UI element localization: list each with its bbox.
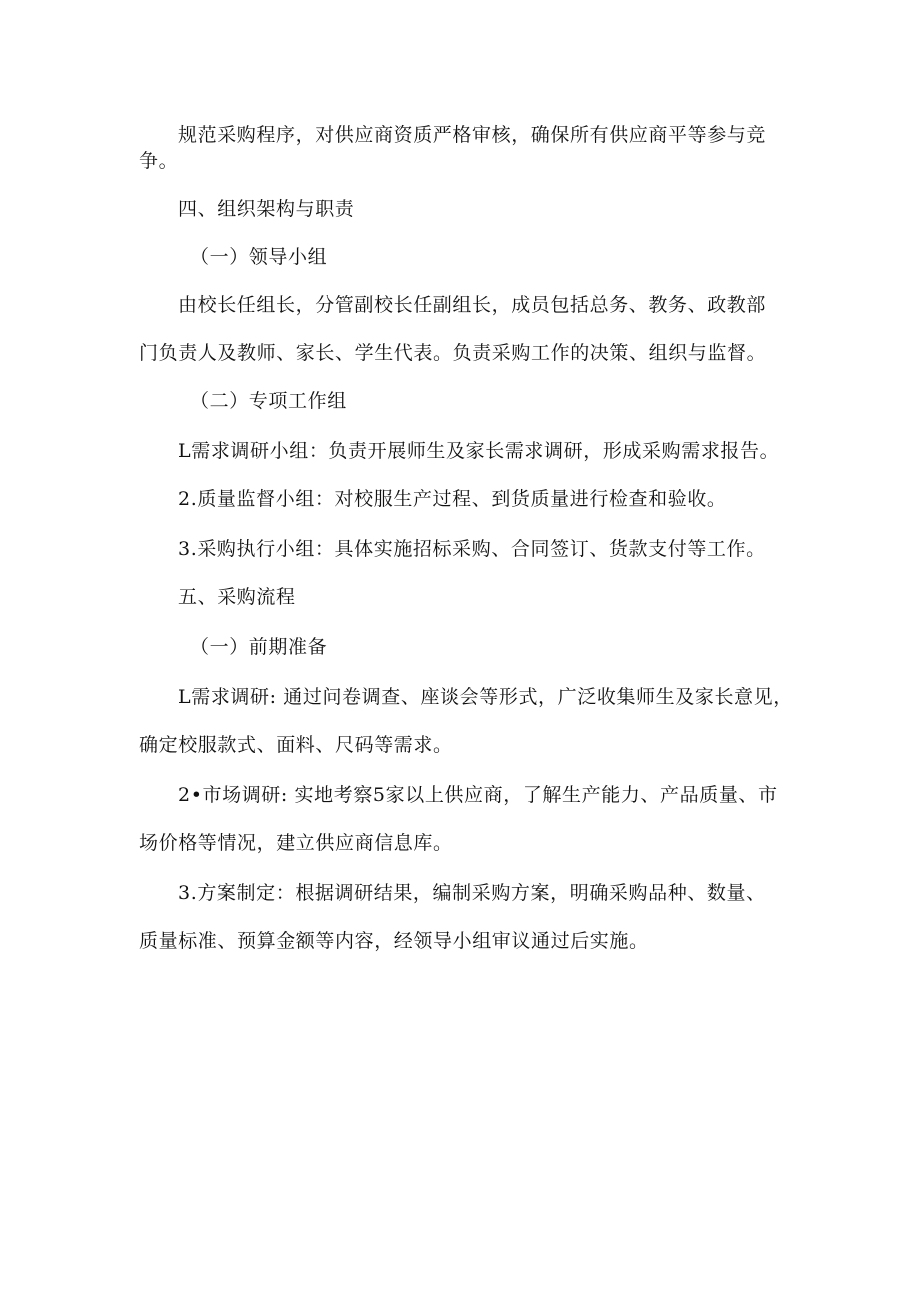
- paragraph-line: [0, 732, 920, 758]
- section-heading: [0, 196, 920, 222]
- line-text: 场价格等情况，建立供应商信息库。: [139, 832, 453, 854]
- line-text: 确定校服款式、面料、尺码等需求。: [139, 734, 453, 756]
- section-heading: [0, 584, 920, 610]
- subsection-heading: [0, 388, 920, 414]
- line-text: 3.采购执行小组：具体实施招标采购、合同签订、货款支付等工作。: [178, 538, 766, 560]
- line-text: 质量标准、预算金额等内容，经领导小组审议通过后实施。: [139, 930, 649, 952]
- line-text: （一）领导小组: [190, 246, 328, 268]
- paragraph-line: [0, 928, 920, 954]
- line-text: 五、采购流程: [178, 586, 296, 608]
- list-item: [0, 438, 920, 464]
- line-text: 2.质量监督小组：对校服生产过程、到货质量进行检查和验收。: [178, 488, 727, 510]
- subsection-heading: [0, 634, 920, 660]
- paragraph-line: [0, 292, 920, 318]
- list-item: [0, 486, 920, 512]
- paragraph-line: [0, 340, 920, 366]
- line-text: L需求调研: 通过问卷调查、座谈会等形式，广泛收集师生及家长意见，: [178, 686, 793, 708]
- line-text: 四、组织架构与职责: [178, 198, 355, 220]
- line-text: 由校长任组长，分管副校长任副组长，成员包括总务、教务、政教部: [178, 294, 767, 316]
- line-text: 3.方案制定：根据调研结果，编制采购方案，明确采购品种、数量、: [178, 882, 766, 904]
- line-text: （一）前期准备: [190, 636, 328, 658]
- line-text: 2•市场调研: 实地考察5家以上供应商，了解生产能力、产品质量、市: [178, 784, 778, 806]
- line-text: 门负责人及教师、家长、学生代表。负责采购工作的决策、组织与监督。: [139, 342, 767, 364]
- paragraph-line: [0, 122, 920, 148]
- list-item: [0, 684, 920, 710]
- list-item: [0, 536, 920, 562]
- list-item: [0, 782, 920, 808]
- paragraph-line: [0, 148, 920, 174]
- line-text: L需求调研小组：负责开展师生及家长需求调研，形成采购需求报告。: [178, 440, 780, 462]
- subsection-heading: [0, 244, 920, 270]
- list-item: [0, 880, 920, 906]
- line-text: （二）专项工作组: [190, 390, 347, 412]
- line-text: 争。: [139, 150, 179, 172]
- line-text: 规范采购程序，对供应商资质严格审核，确保所有供应商平等参与竞: [178, 124, 767, 146]
- paragraph-line: [0, 830, 920, 856]
